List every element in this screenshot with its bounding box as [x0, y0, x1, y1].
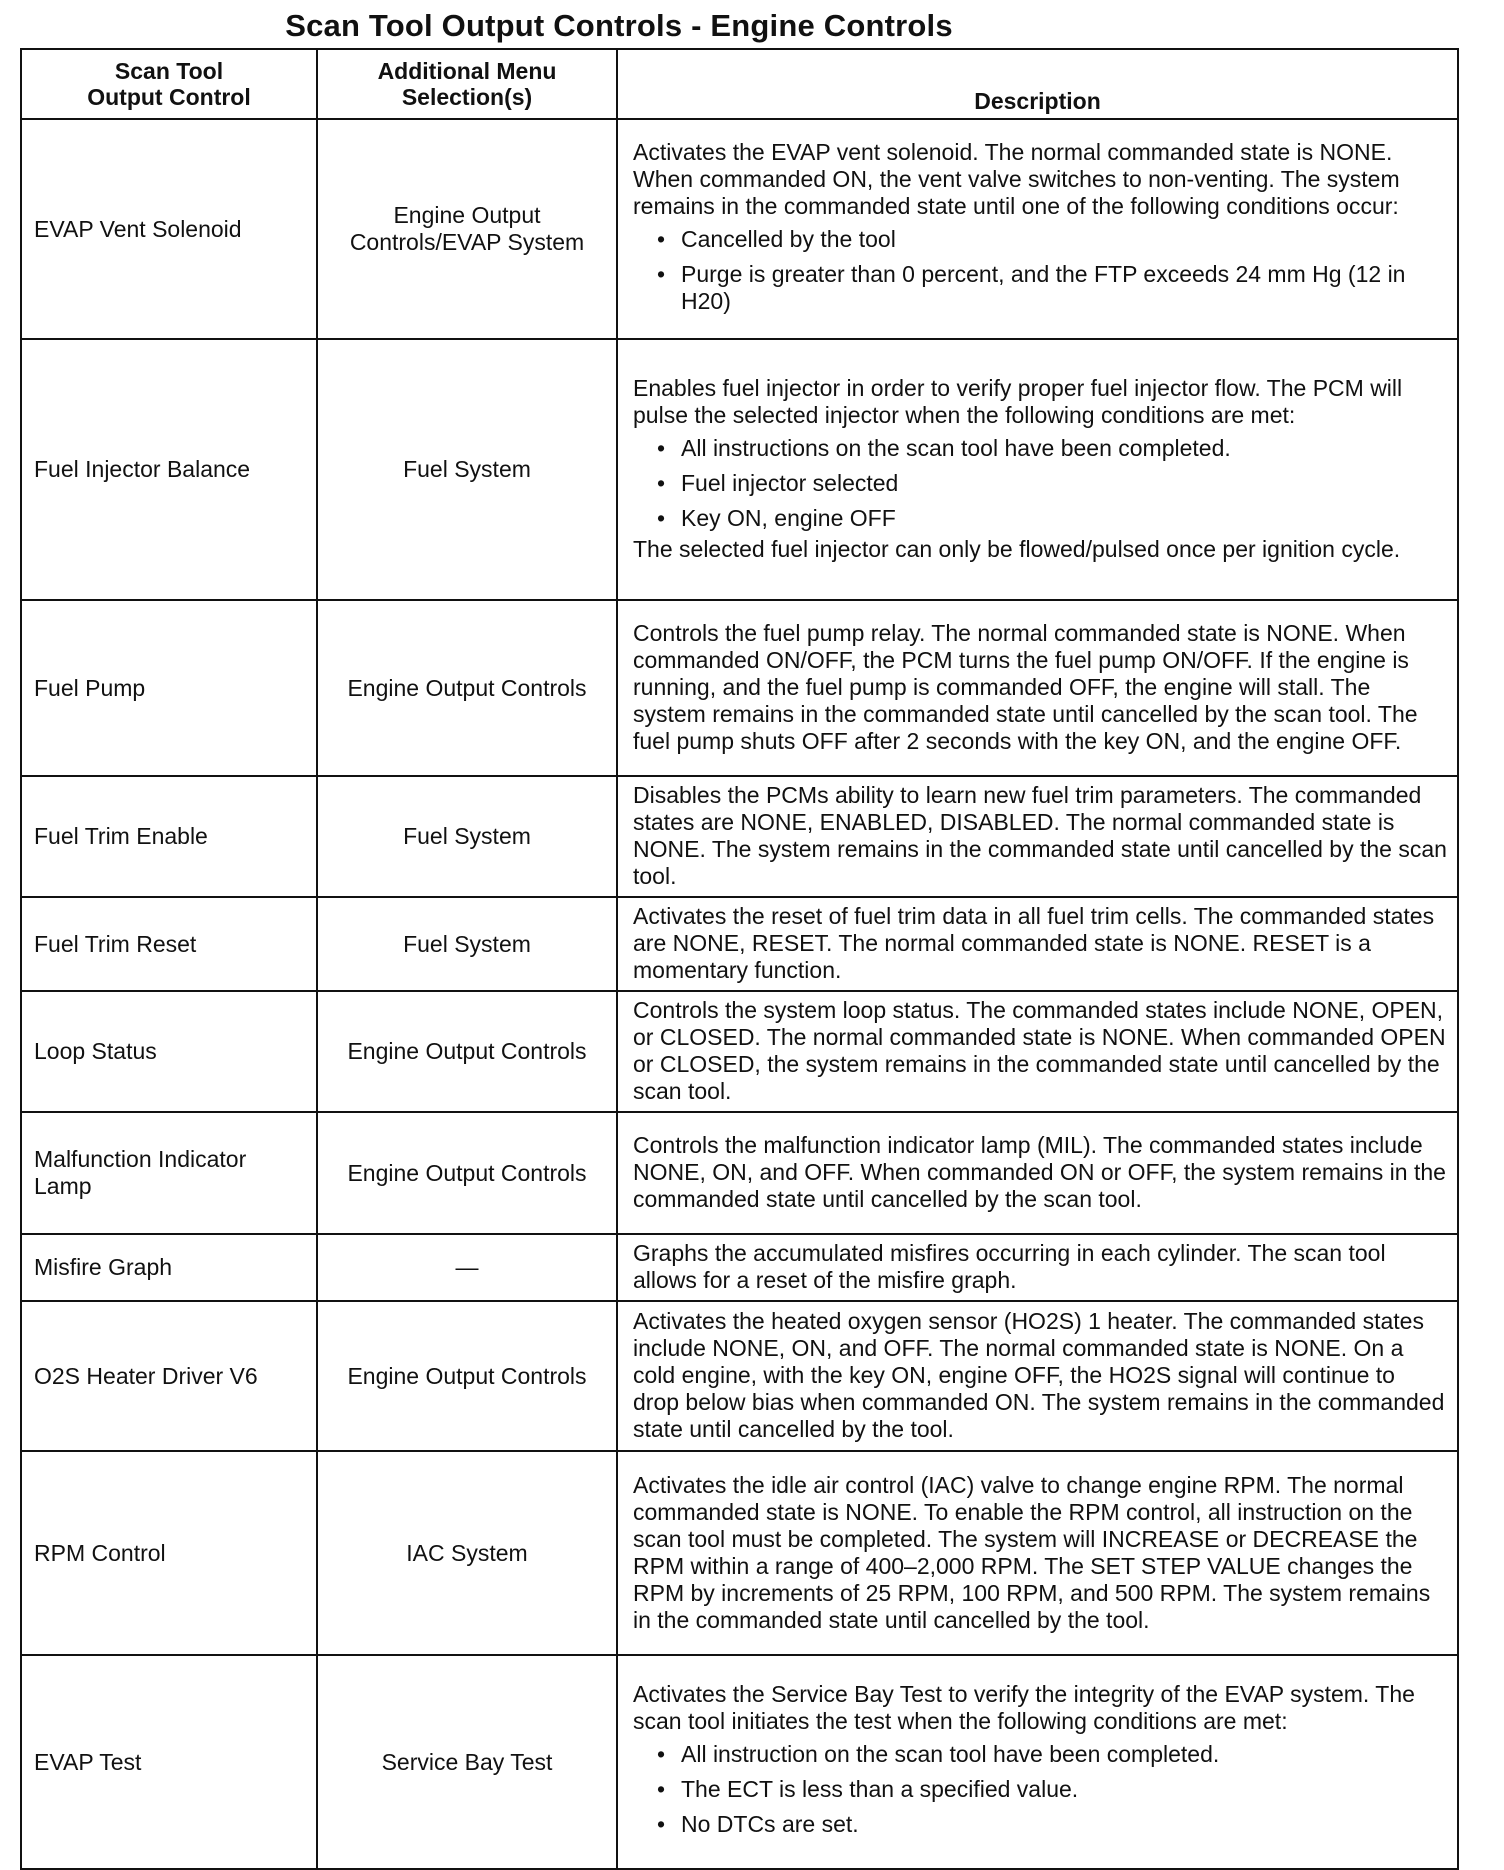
table-row	[21, 119, 1458, 339]
bullet-icon: •	[657, 260, 666, 287]
description-text: Disables the PCMs ability to learn new fuel trim parameters. The commanded states are NONE, ENABLED, DISABLED. The normal commanded state is NONE. The system remains in the commanded state until cancelled by the scan tool.	[633, 782, 1447, 889]
table-body	[21, 119, 1458, 1869]
list-item-text: The ECT is less than a specified value.	[681, 1776, 1079, 1802]
bullet-icon: •	[657, 1811, 666, 1837]
bullet-icon: •	[657, 225, 666, 252]
output-control-name: Fuel Pump	[21, 600, 317, 776]
bullet-icon: •	[657, 470, 666, 496]
header-description: Description	[617, 49, 1458, 119]
output-control-name: EVAP Test	[21, 1655, 317, 1869]
list-item	[657, 1811, 1447, 1838]
description-cell	[617, 600, 1458, 776]
table-row	[21, 1655, 1458, 1869]
description-text: Activates the reset of fuel trim data in all fuel trim cells. The commanded states are NONE, RESET. The normal commanded state is NONE. RESET is a momentary function.	[633, 903, 1435, 983]
description-text: Controls the fuel pump relay. The normal commanded state is NONE. When commanded ON/OFF, the PCM turns the fuel pump ON/OFF. If the engine is running, and the fuel pump is commanded OFF, the engine will stall. The system remains in the commanded state until cancelled by the scan tool. The fuel pump shuts OFF after 2 seconds with the key ON, and the engine OFF.	[633, 620, 1418, 754]
list-item-text: Purge is greater than 0 percent, and the FTP exceeds 24 mm Hg (12 in H20)	[681, 260, 1406, 314]
list-item	[657, 1776, 1447, 1803]
header-output-control-line2: Output Control	[87, 84, 251, 110]
bullet-icon: •	[657, 1776, 666, 1802]
description-cell	[617, 339, 1458, 600]
menu-selection: Fuel System	[317, 776, 617, 897]
list-item-text: All instruction on the scan tool have been completed.	[681, 1741, 1220, 1767]
header-menu-line1: Additional Menu	[377, 58, 557, 84]
table-row	[21, 1301, 1458, 1451]
description-cell	[617, 119, 1458, 339]
menu-selection: Engine Output Controls	[317, 991, 617, 1112]
description-cell	[617, 1234, 1458, 1301]
header-row	[21, 49, 1458, 119]
header-output-control-line1: Scan Tool	[114, 58, 224, 84]
table-row	[21, 991, 1458, 1112]
list-item	[657, 1741, 1447, 1768]
bullet-icon: •	[657, 1741, 666, 1767]
table-row	[21, 776, 1458, 897]
description-text: Activates the heated oxygen sensor (HO2S) 1 heater. The commanded states include NONE, ON, and OFF. The normal commanded state is NONE. On a cold engine, with the key ON, engine OFF, the HO2S signal will continue to drop below bias when commanded ON. The system remains in the commanded state until cancelled by the tool.	[633, 1308, 1445, 1442]
table-header	[21, 49, 1458, 119]
description-text: Controls the malfunction indicator lamp (MIL). The commanded states include NONE, ON, and OFF. When commanded ON or OFF, the system remains in the commanded state until cancelled by the scan tool.	[633, 1132, 1446, 1212]
description-text: Activates the EVAP vent solenoid. The normal commanded state is NONE. When commanded ON, the vent valve switches to non-venting. The system remains in the commanded state until one of the following conditions occur:	[633, 138, 1400, 219]
output-control-name: EVAP Vent Solenoid	[21, 119, 317, 339]
output-controls-table	[20, 48, 1459, 1870]
list-item	[657, 470, 1447, 497]
description-text: Controls the system loop status. The commanded states include NONE, OPEN, or CLOSED. The normal commanded state is NONE. When commanded OPEN or CLOSED, the system remains in the commanded state until cancelled by the scan tool.	[633, 997, 1446, 1104]
bullet-icon: •	[657, 505, 666, 531]
description-cell	[617, 991, 1458, 1112]
output-control-name: Malfunction Indicator Lamp	[21, 1112, 317, 1234]
table-row	[21, 339, 1458, 600]
bullet-icon: •	[657, 435, 666, 461]
list-item	[657, 261, 1447, 315]
output-control-name: Fuel Trim Reset	[21, 897, 317, 991]
menu-selection: —	[317, 1234, 617, 1301]
header-menu-selections	[317, 49, 617, 119]
list-item-text: Cancelled by the tool	[681, 225, 896, 252]
menu-selection: Engine Output Controls	[317, 1112, 617, 1234]
menu-selection: Engine Output Controls	[317, 1301, 617, 1451]
description-text: Enables fuel injector in order to verify proper fuel injector flow. The PCM will pulse the selected injector when the following conditions are met:	[633, 375, 1403, 428]
list-item-text: Key ON, engine OFF	[681, 505, 896, 531]
output-control-name: RPM Control	[21, 1451, 317, 1655]
description-text: Activates the Service Bay Test to verify the integrity of the EVAP system. The scan tool initiates the test when the following conditions are met:	[633, 1681, 1415, 1734]
table-row	[21, 1112, 1458, 1234]
output-control-name: O2S Heater Driver V6	[21, 1301, 317, 1451]
menu-selection: Engine Output Controls	[317, 600, 617, 776]
list-item	[657, 435, 1447, 462]
menu-selection: Fuel System	[317, 897, 617, 991]
description-cell	[617, 1112, 1458, 1234]
description-note: The selected fuel injector can only be flowed/pulsed once per ignition cycle.	[633, 536, 1401, 562]
page-title: Scan Tool Output Controls - Engine Controls	[285, 8, 953, 43]
table-row	[21, 600, 1458, 776]
output-control-name: Fuel Injector Balance	[21, 339, 317, 600]
condition-list	[633, 226, 1447, 315]
output-control-name: Misfire Graph	[21, 1234, 317, 1301]
description-text: Activates the idle air control (IAC) valve to change engine RPM. The normal commanded state is NONE. To enable the RPM control, all instruction on the scan tool must be completed. The system will INCREASE or DECREASE the RPM within a range of 400–2,000 RPM. The SET STEP VALUE changes the RPM by increments of 25 RPM, 100 RPM, and 500 RPM. The system remains in the commanded state until cancelled by the tool.	[633, 1471, 1431, 1633]
description-cell	[617, 1301, 1458, 1451]
description-cell	[617, 1451, 1458, 1655]
list-item-text: All instructions on the scan tool have been completed.	[681, 435, 1231, 461]
condition-list	[633, 435, 1447, 532]
list-item	[657, 226, 1447, 253]
list-item-text: No DTCs are set.	[681, 1811, 859, 1837]
table-row	[21, 1451, 1458, 1655]
list-item	[657, 505, 1447, 532]
condition-list	[633, 1741, 1447, 1838]
list-item-text: Fuel injector selected	[681, 470, 899, 496]
description-cell	[617, 897, 1458, 991]
output-control-name: Loop Status	[21, 991, 317, 1112]
output-control-name: Fuel Trim Enable	[21, 776, 317, 897]
table-row	[21, 897, 1458, 991]
description-text: Graphs the accumulated misfires occurring in each cylinder. The scan tool allows for a reset of the misfire graph.	[633, 1240, 1386, 1293]
description-cell	[617, 1655, 1458, 1869]
table-row	[21, 1234, 1458, 1301]
menu-selection: IAC System	[317, 1451, 617, 1655]
menu-selection: Service Bay Test	[317, 1655, 617, 1869]
description-cell	[617, 776, 1458, 897]
menu-selection: Fuel System	[317, 339, 617, 600]
menu-selection: Engine Output Controls/EVAP System	[317, 119, 617, 339]
header-output-control	[21, 49, 317, 119]
header-menu-line2: Selection(s)	[401, 84, 533, 110]
